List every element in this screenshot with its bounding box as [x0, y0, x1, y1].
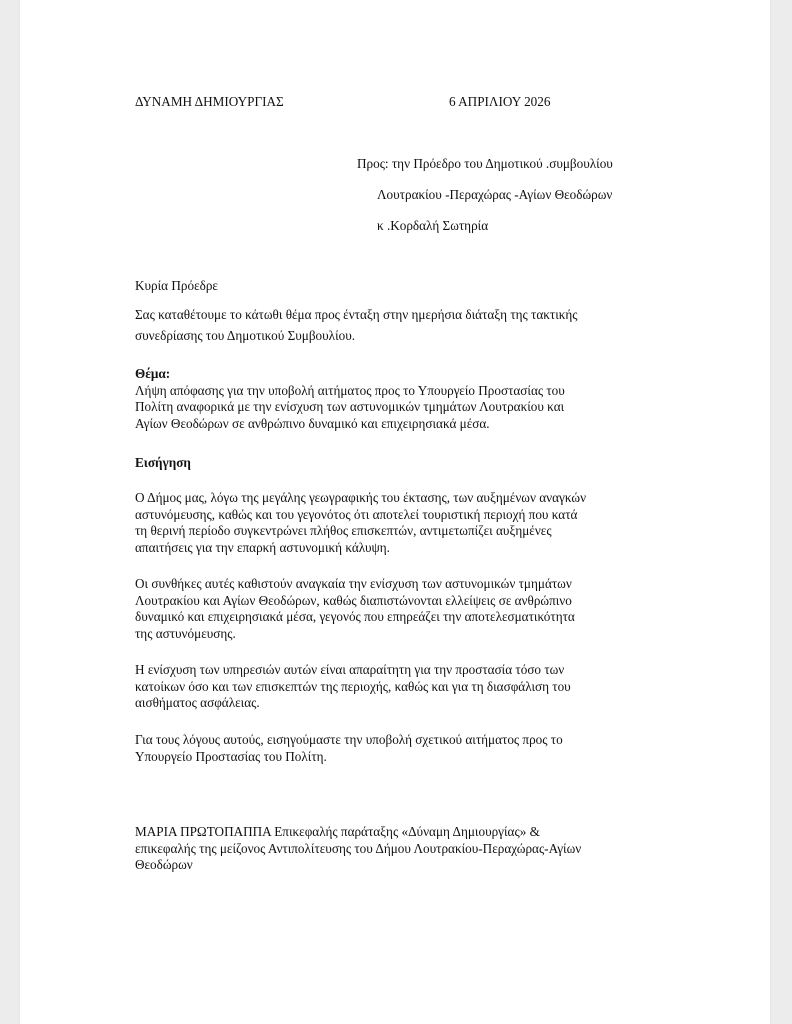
subject-section [135, 366, 675, 432]
text-line: Για τους λόγους αυτούς, εισηγούμαστε την υποβολή σχετικού αιτήματος προς το [135, 732, 563, 747]
text-line: κατοίκων όσο και των επισκεπτών της περιοχής, καθώς και για τη διασφάλιση του [135, 678, 571, 694]
proposal-paragraph-1 [135, 490, 675, 556]
text-line: Η ενίσχυση των υπηρεσιών αυτών είναι απαραίτητη για την προστασία τόσο των [135, 662, 565, 677]
proposal-heading: Εισήγηση [135, 455, 191, 470]
subject-line-3: Αγίων Θεοδώρων σε ανθρώπινο δυναμικό και επιχειρησιακά μέσα. [135, 415, 490, 431]
proposal-paragraph-3 [135, 662, 675, 712]
subject-line-2: Πολίτη αναφορικά με την ενίσχυση των αστυνομικών τμημάτων Λουτρακίου και [135, 399, 565, 414]
document-date: 6 ΑΠΡΙΛΙΟΥ 2026 [449, 94, 551, 109]
text-line: αισθήματος ασφάλειας. [135, 695, 260, 710]
subject-heading: Θέμα: [135, 366, 171, 381]
salutation: Κυρία Πρόεδρε [135, 278, 218, 293]
document-page [20, 0, 770, 1024]
text-line: απαιτήσεις για την επαρκή αστυνομική κάλυψη. [135, 539, 390, 555]
text-line: Λουτρακίου και Αγίων Θεοδώρων, καθώς διαπιστώνονται ελλείψεις σε ανθρώπινο [135, 592, 572, 608]
signature-line-1: ΜΑΡΙΑ ΠΡΩΤΟΠΑΠΠΑ Επικεφαλής παράταξης «Δύναμη Δημιουργίας» & [135, 824, 540, 839]
text-line: της αστυνόμευσης. [135, 625, 236, 641]
text-line: τη θερινή περίοδο συγκεντρώνει πλήθος επισκεπτών, αντιμετωπίζει αυξημένες [135, 523, 552, 538]
recipient-line-3: κ .Κορδαλή Σωτηρία [377, 218, 489, 233]
intro-line-2: συνεδρίασης του Δημοτικού Συμβουλίου. [135, 327, 356, 343]
proposal-paragraph-4 [135, 732, 675, 765]
recipient-line-1: Προς: την Πρόεδρο του Δημοτικού .συμβουλίου [357, 156, 613, 171]
signature-block [135, 824, 675, 874]
organization-name: ΔΥΝΑΜΗ ΔΗΜΙΟΥΡΓΙΑΣ [135, 94, 284, 109]
text-line: Ο Δήμος μας, λόγω της μεγάλης γεωγραφικής του έκτασης, των αυξημένων αναγκών [135, 490, 587, 505]
intro-line-1: Σας καταθέτουμε το κάτωθι θέμα προς ένταξη στην ημερήσια διάταξη της τακτικής [135, 307, 578, 322]
text-line: Υπουργείο Προστασίας του Πολίτη. [135, 748, 327, 764]
intro-paragraph [135, 307, 675, 344]
recipient-line-2: Λουτρακίου -Περαχώρας -Αγίων Θεοδώρων [377, 187, 613, 202]
proposal-paragraph-2 [135, 576, 675, 642]
text-line: αστυνόμευσης, καθώς και του γεγονότος ότι αποτελεί τουριστική περιοχή που κατά [135, 506, 578, 522]
subject-line-1: Λήψη απόφασης για την υποβολή αιτήματος προς το Υπουργείο Προστασίας του [135, 382, 565, 398]
text-line: Οι συνθήκες αυτές καθιστούν αναγκαία την ενίσχυση των αστυνομικών τμημάτων [135, 576, 572, 591]
signature-line-3: Θεοδώρων [135, 857, 193, 872]
signature-line-2: επικεφαλής της μείζονος Αντιπολίτευσης του Δήμου Λουτρακίου-Περαχώρας-Αγίων [135, 840, 582, 856]
text-line: δυναμικό και επιχειρησιακά μέσα, γεγονός που επηρεάζει την αποτελεσματικότητα [135, 609, 575, 624]
